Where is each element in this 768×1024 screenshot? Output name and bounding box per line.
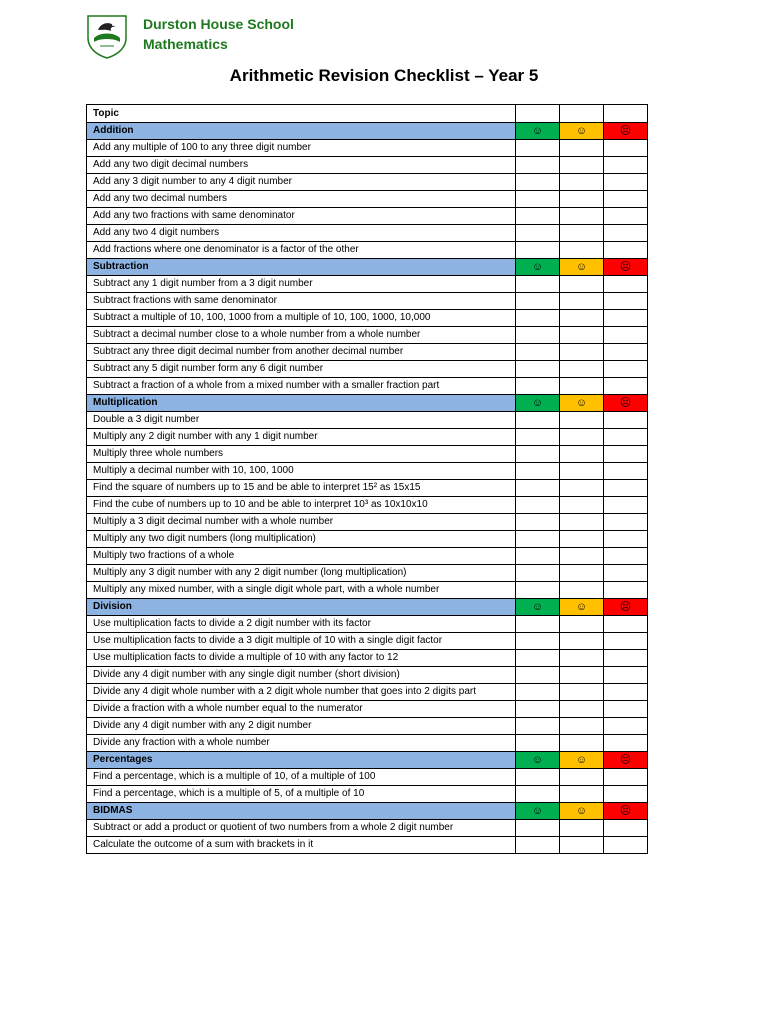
struggling-checkbox[interactable] bbox=[604, 208, 648, 225]
confident-checkbox[interactable] bbox=[516, 463, 560, 480]
section-row bbox=[87, 803, 648, 820]
struggling-checkbox[interactable] bbox=[604, 735, 648, 752]
checklist-row bbox=[87, 242, 648, 259]
struggling-checkbox[interactable] bbox=[604, 633, 648, 650]
struggling-checkbox[interactable] bbox=[604, 361, 648, 378]
so-and-so-checkbox[interactable] bbox=[560, 140, 604, 157]
topic-text: Multiply a 3 digit decimal number with a whole number bbox=[87, 514, 516, 531]
struggling-checkbox[interactable] bbox=[604, 514, 648, 531]
topic-text: Subtract a fraction of a whole from a mixed number with a smaller fraction part bbox=[87, 378, 516, 395]
struggling-checkbox[interactable] bbox=[604, 310, 648, 327]
checklist-row bbox=[87, 650, 648, 667]
topic-text: Find the cube of numbers up to 10 and be able to interpret 10³ as 10x10x10 bbox=[87, 497, 516, 514]
confident-checkbox[interactable] bbox=[516, 225, 560, 242]
topic-text: Add any two 4 digit numbers bbox=[87, 225, 516, 242]
checklist-row bbox=[87, 718, 648, 735]
confident-checkbox[interactable] bbox=[516, 514, 560, 531]
struggling-checkbox[interactable] bbox=[604, 837, 648, 854]
happy-face-icon: ☺ bbox=[516, 123, 560, 140]
topic-text: Divide any 4 digit number with any 2 digit number bbox=[87, 718, 516, 735]
topic-text: Use multiplication facts to divide a multiple of 10 with any factor to 12 bbox=[87, 650, 516, 667]
struggling-header bbox=[604, 105, 648, 123]
confident-checkbox[interactable] bbox=[516, 718, 560, 735]
so-and-so-checkbox[interactable] bbox=[560, 514, 604, 531]
struggling-checkbox[interactable] bbox=[604, 820, 648, 837]
so-and-so-checkbox[interactable] bbox=[560, 735, 604, 752]
checklist-row bbox=[87, 276, 648, 293]
checklist-row bbox=[87, 463, 648, 480]
checklist-row bbox=[87, 633, 648, 650]
so-and-so-checkbox[interactable] bbox=[560, 191, 604, 208]
neutral-face-icon: ☺ bbox=[560, 752, 604, 769]
struggling-checkbox[interactable] bbox=[604, 701, 648, 718]
sad-face-icon: ☹ bbox=[604, 259, 648, 276]
school-crest-logo bbox=[84, 12, 130, 60]
checklist-row bbox=[87, 497, 648, 514]
topic-text: Add fractions where one denominator is a factor of the other bbox=[87, 242, 516, 259]
struggling-checkbox[interactable] bbox=[604, 786, 648, 803]
struggling-checkbox[interactable] bbox=[604, 191, 648, 208]
struggling-checkbox[interactable] bbox=[604, 616, 648, 633]
so-and-so-checkbox[interactable] bbox=[560, 820, 604, 837]
struggling-checkbox[interactable] bbox=[604, 412, 648, 429]
so-and-so-checkbox[interactable] bbox=[560, 684, 604, 701]
neutral-face-icon: ☺ bbox=[560, 803, 604, 820]
struggling-checkbox[interactable] bbox=[604, 582, 648, 599]
topic-text: Use multiplication facts to divide a 2 digit number with its factor bbox=[87, 616, 516, 633]
so-and-so-checkbox[interactable] bbox=[560, 344, 604, 361]
confident-checkbox[interactable] bbox=[516, 412, 560, 429]
checklist-table bbox=[86, 104, 648, 854]
so-and-so-checkbox[interactable] bbox=[560, 174, 604, 191]
checklist-row bbox=[87, 225, 648, 242]
topic-text: Subtract any 5 digit number form any 6 digit number bbox=[87, 361, 516, 378]
so-and-so-checkbox[interactable] bbox=[560, 769, 604, 786]
checklist-row bbox=[87, 361, 648, 378]
department-name: Mathematics bbox=[143, 36, 228, 52]
so-and-so-checkbox[interactable] bbox=[560, 378, 604, 395]
topic-text: Find the square of numbers up to 15 and be able to interpret 15² as 15x15 bbox=[87, 480, 516, 497]
struggling-checkbox[interactable] bbox=[604, 650, 648, 667]
so-and-so-checkbox[interactable] bbox=[560, 429, 604, 446]
confident-checkbox[interactable] bbox=[516, 769, 560, 786]
section-row bbox=[87, 123, 648, 140]
so-and-so-checkbox[interactable] bbox=[560, 276, 604, 293]
confident-checkbox[interactable] bbox=[516, 582, 560, 599]
neutral-face-icon: ☺ bbox=[560, 259, 604, 276]
struggling-checkbox[interactable] bbox=[604, 718, 648, 735]
topic-text: Subtract a decimal number close to a whole number from a whole number bbox=[87, 327, 516, 344]
section-row bbox=[87, 599, 648, 616]
happy-face-icon: ☺ bbox=[516, 599, 560, 616]
struggling-checkbox[interactable] bbox=[604, 174, 648, 191]
checklist-row bbox=[87, 429, 648, 446]
happy-face-icon: ☺ bbox=[516, 803, 560, 820]
section-title: Division bbox=[87, 599, 516, 616]
so-and-so-checkbox[interactable] bbox=[560, 446, 604, 463]
happy-face-icon: ☺ bbox=[516, 395, 560, 412]
checklist-row bbox=[87, 412, 648, 429]
struggling-checkbox[interactable] bbox=[604, 225, 648, 242]
sad-face-icon: ☹ bbox=[604, 803, 648, 820]
topic-text: Divide any 4 digit number with any single digit number (short division) bbox=[87, 667, 516, 684]
so-and-so-checkbox[interactable] bbox=[560, 157, 604, 174]
so-and-so-checkbox[interactable] bbox=[560, 548, 604, 565]
checklist-row bbox=[87, 667, 648, 684]
so-and-so-checkbox[interactable] bbox=[560, 497, 604, 514]
confident-checkbox[interactable] bbox=[516, 293, 560, 310]
neutral-face-icon: ☺ bbox=[560, 599, 604, 616]
so-and-so-checkbox[interactable] bbox=[560, 718, 604, 735]
so-and-so-header bbox=[560, 105, 604, 123]
checklist-row bbox=[87, 140, 648, 157]
page-title: Arithmetic Revision Checklist – Year 5 bbox=[229, 66, 539, 85]
topic-text: Subtract any 1 digit number from a 3 digit number bbox=[87, 276, 516, 293]
sad-face-icon: ☹ bbox=[604, 395, 648, 412]
so-and-so-checkbox[interactable] bbox=[560, 837, 604, 854]
struggling-checkbox[interactable] bbox=[604, 327, 648, 344]
checklist-row bbox=[87, 480, 648, 497]
neutral-face-icon: ☺ bbox=[560, 395, 604, 412]
checklist-row bbox=[87, 548, 648, 565]
topic-header: Topic bbox=[87, 105, 516, 123]
struggling-checkbox[interactable] bbox=[604, 565, 648, 582]
topic-text: Find a percentage, which is a multiple of 10, of a multiple of 100 bbox=[87, 769, 516, 786]
topic-text: Add any two fractions with same denominator bbox=[87, 208, 516, 225]
struggling-checkbox[interactable] bbox=[604, 378, 648, 395]
topic-text: Use multiplication facts to divide a 3 digit multiple of 10 with a single digit factor bbox=[87, 633, 516, 650]
so-and-so-checkbox[interactable] bbox=[560, 616, 604, 633]
topic-text: Multiply any two digit numbers (long multiplication) bbox=[87, 531, 516, 548]
so-and-so-checkbox[interactable] bbox=[560, 242, 604, 259]
confident-checkbox[interactable] bbox=[516, 497, 560, 514]
sad-face-icon: ☹ bbox=[604, 123, 648, 140]
checklist-row bbox=[87, 701, 648, 718]
confident-checkbox[interactable] bbox=[516, 616, 560, 633]
struggling-checkbox[interactable] bbox=[604, 769, 648, 786]
so-and-so-checkbox[interactable] bbox=[560, 701, 604, 718]
so-and-so-checkbox[interactable] bbox=[560, 650, 604, 667]
happy-face-icon: ☺ bbox=[516, 259, 560, 276]
struggling-checkbox[interactable] bbox=[604, 497, 648, 514]
section-title: Subtraction bbox=[87, 259, 516, 276]
checklist-row bbox=[87, 191, 648, 208]
checklist-row bbox=[87, 565, 648, 582]
struggling-checkbox[interactable] bbox=[604, 480, 648, 497]
so-and-so-checkbox[interactable] bbox=[560, 786, 604, 803]
struggling-checkbox[interactable] bbox=[604, 446, 648, 463]
so-and-so-checkbox[interactable] bbox=[560, 565, 604, 582]
topic-text: Multiply two fractions of a whole bbox=[87, 548, 516, 565]
so-and-so-checkbox[interactable] bbox=[560, 633, 604, 650]
confident-checkbox[interactable] bbox=[516, 837, 560, 854]
confident-checkbox[interactable] bbox=[516, 429, 560, 446]
struggling-checkbox[interactable] bbox=[604, 684, 648, 701]
so-and-so-checkbox[interactable] bbox=[560, 293, 604, 310]
topic-text: Multiply any 3 digit number with any 2 digit number (long multiplication) bbox=[87, 565, 516, 582]
struggling-checkbox[interactable] bbox=[604, 531, 648, 548]
confident-checkbox[interactable] bbox=[516, 480, 560, 497]
topic-text: Double a 3 digit number bbox=[87, 412, 516, 429]
checklist-row bbox=[87, 582, 648, 599]
checklist-row bbox=[87, 514, 648, 531]
struggling-checkbox[interactable] bbox=[604, 293, 648, 310]
checklist-row bbox=[87, 820, 648, 837]
so-and-so-checkbox[interactable] bbox=[560, 480, 604, 497]
neutral-face-icon: ☺ bbox=[560, 123, 604, 140]
so-and-so-checkbox[interactable] bbox=[560, 463, 604, 480]
section-row bbox=[87, 752, 648, 769]
struggling-checkbox[interactable] bbox=[604, 140, 648, 157]
confident-checkbox[interactable] bbox=[516, 786, 560, 803]
topic-text: Divide any fraction with a whole number bbox=[87, 735, 516, 752]
confident-checkbox[interactable] bbox=[516, 378, 560, 395]
checklist-row bbox=[87, 327, 648, 344]
struggling-checkbox[interactable] bbox=[604, 276, 648, 293]
confident-checkbox[interactable] bbox=[516, 276, 560, 293]
topic-text: Add any two decimal numbers bbox=[87, 191, 516, 208]
so-and-so-checkbox[interactable] bbox=[560, 667, 604, 684]
topic-text: Subtract a multiple of 10, 100, 1000 from a multiple of 10, 100, 1000, 10,000 bbox=[87, 310, 516, 327]
topic-text: Calculate the outcome of a sum with brackets in it bbox=[87, 837, 516, 854]
confident-checkbox[interactable] bbox=[516, 820, 560, 837]
checklist-row bbox=[87, 174, 648, 191]
confident-checkbox[interactable] bbox=[516, 310, 560, 327]
struggling-checkbox[interactable] bbox=[604, 463, 648, 480]
topic-text: Add any 3 digit number to any 4 digit number bbox=[87, 174, 516, 191]
section-row bbox=[87, 259, 648, 276]
confident-checkbox[interactable] bbox=[516, 140, 560, 157]
section-title: Addition bbox=[87, 123, 516, 140]
so-and-so-checkbox[interactable] bbox=[560, 327, 604, 344]
so-and-so-checkbox[interactable] bbox=[560, 531, 604, 548]
struggling-checkbox[interactable] bbox=[604, 157, 648, 174]
school-name: Durston House School bbox=[143, 16, 294, 32]
checklist-row bbox=[87, 531, 648, 548]
so-and-so-checkbox[interactable] bbox=[560, 582, 604, 599]
checklist-row bbox=[87, 616, 648, 633]
topic-text: Subtract any three digit decimal number from another decimal number bbox=[87, 344, 516, 361]
confident-checkbox[interactable] bbox=[516, 157, 560, 174]
confident-checkbox[interactable] bbox=[516, 446, 560, 463]
sad-face-icon: ☹ bbox=[604, 752, 648, 769]
confident-checkbox[interactable] bbox=[516, 327, 560, 344]
checklist-row bbox=[87, 769, 648, 786]
happy-face-icon: ☺ bbox=[516, 752, 560, 769]
checklist-row bbox=[87, 446, 648, 463]
struggling-checkbox[interactable] bbox=[604, 429, 648, 446]
confident-checkbox[interactable] bbox=[516, 667, 560, 684]
topic-text: Divide any 4 digit whole number with a 2 digit whole number that goes into 2 digits part bbox=[87, 684, 516, 701]
checklist-row bbox=[87, 208, 648, 225]
checklist-row bbox=[87, 735, 648, 752]
confident-checkbox[interactable] bbox=[516, 684, 560, 701]
checklist-row bbox=[87, 684, 648, 701]
confident-checkbox[interactable] bbox=[516, 735, 560, 752]
checklist-row bbox=[87, 378, 648, 395]
checklist-row bbox=[87, 786, 648, 803]
confident-checkbox[interactable] bbox=[516, 344, 560, 361]
confident-checkbox[interactable] bbox=[516, 361, 560, 378]
so-and-so-checkbox[interactable] bbox=[560, 225, 604, 242]
checklist-row bbox=[87, 344, 648, 361]
topic-text: Find a percentage, which is a multiple of 5, of a multiple of 10 bbox=[87, 786, 516, 803]
confident-checkbox[interactable] bbox=[516, 548, 560, 565]
topic-text: Add any multiple of 100 to any three digit number bbox=[87, 140, 516, 157]
confident-checkbox[interactable] bbox=[516, 191, 560, 208]
confident-checkbox[interactable] bbox=[516, 633, 560, 650]
topic-text: Add any two digit decimal numbers bbox=[87, 157, 516, 174]
struggling-checkbox[interactable] bbox=[604, 344, 648, 361]
header-row bbox=[87, 105, 648, 123]
topic-text: Multiply three whole numbers bbox=[87, 446, 516, 463]
school-heading bbox=[143, 14, 294, 54]
confident-checkbox[interactable] bbox=[516, 701, 560, 718]
so-and-so-checkbox[interactable] bbox=[560, 361, 604, 378]
confident-checkbox[interactable] bbox=[516, 174, 560, 191]
confident-checkbox[interactable] bbox=[516, 242, 560, 259]
topic-text: Divide a fraction with a whole number equal to the numerator bbox=[87, 701, 516, 718]
topic-text: Subtract or add a product or quotient of two numbers from a whole 2 digit number bbox=[87, 820, 516, 837]
confident-checkbox[interactable] bbox=[516, 650, 560, 667]
so-and-so-checkbox[interactable] bbox=[560, 310, 604, 327]
section-title: Multiplication bbox=[87, 395, 516, 412]
topic-text: Subtract fractions with same denominator bbox=[87, 293, 516, 310]
section-title: BIDMAS bbox=[87, 803, 516, 820]
section-title: Percentages bbox=[87, 752, 516, 769]
checklist-row bbox=[87, 310, 648, 327]
so-and-so-checkbox[interactable] bbox=[560, 208, 604, 225]
topic-text: Multiply a decimal number with 10, 100, 1000 bbox=[87, 463, 516, 480]
struggling-checkbox[interactable] bbox=[604, 242, 648, 259]
checklist-row bbox=[87, 157, 648, 174]
confident-checkbox[interactable] bbox=[516, 208, 560, 225]
so-and-so-checkbox[interactable] bbox=[560, 412, 604, 429]
confident-checkbox[interactable] bbox=[516, 565, 560, 582]
section-row bbox=[87, 395, 648, 412]
struggling-checkbox[interactable] bbox=[604, 667, 648, 684]
checklist-row bbox=[87, 293, 648, 310]
struggling-checkbox[interactable] bbox=[604, 548, 648, 565]
confident-header bbox=[516, 105, 560, 123]
sad-face-icon: ☹ bbox=[604, 599, 648, 616]
checklist-row bbox=[87, 837, 648, 854]
topic-text: Multiply any 2 digit number with any 1 digit number bbox=[87, 429, 516, 446]
confident-checkbox[interactable] bbox=[516, 531, 560, 548]
topic-text: Multiply any mixed number, with a single digit whole part, with a whole number bbox=[87, 582, 516, 599]
